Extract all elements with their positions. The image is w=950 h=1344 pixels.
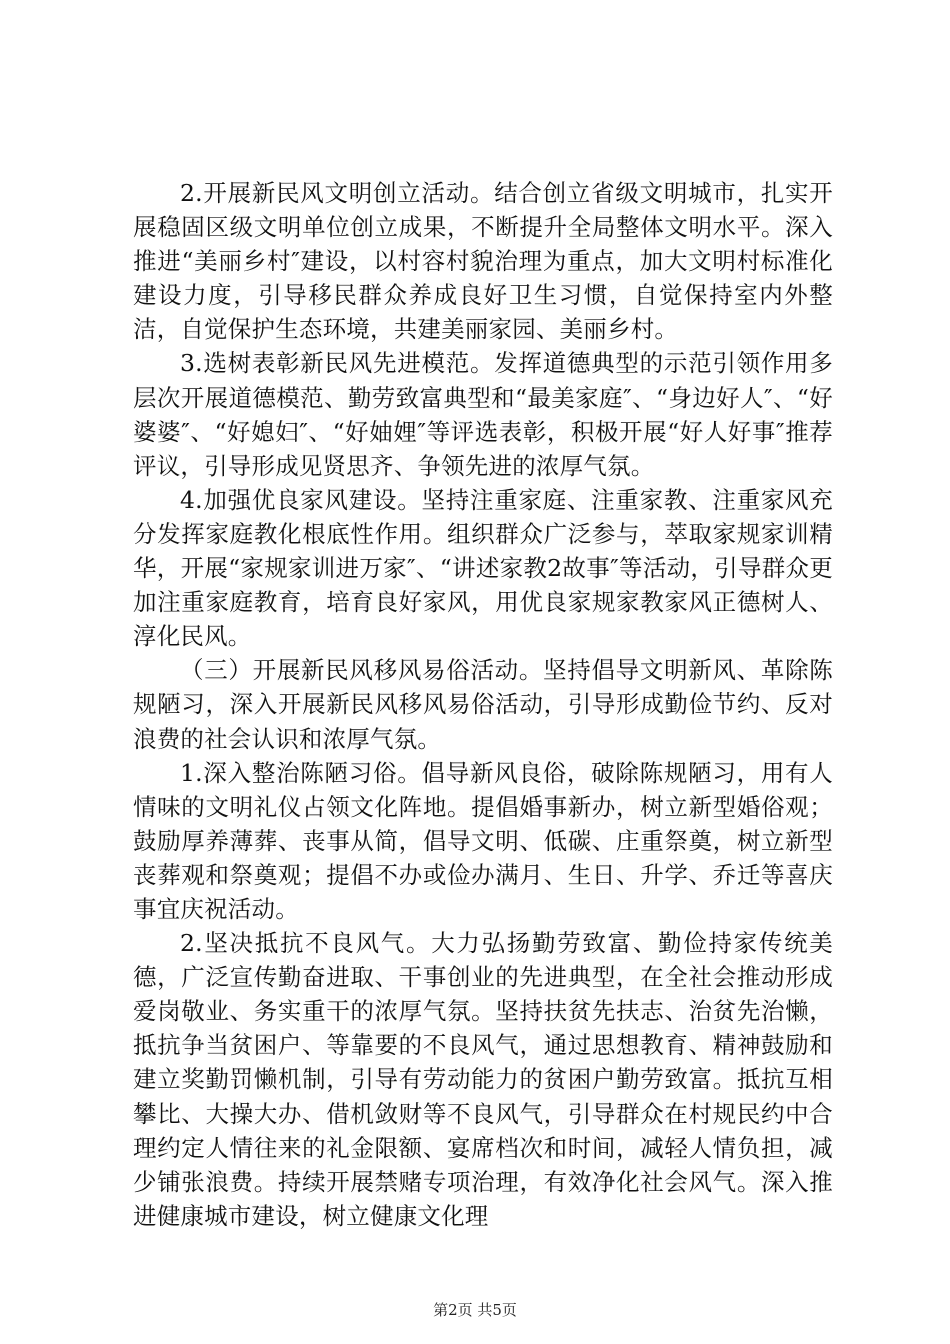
- page-number-footer: 第2页 共5页: [433, 1301, 517, 1319]
- paragraph-family-tradition: 4.加强优良家风建设。坚持注重家庭、注重家教、注重家风充分发挥家庭教化根底性作用。组织群众广泛参与，萃取家规家训精华，开展“家规家训进万家″、“讲述家教2故事″等活动，引导群众更加注重家庭教育，培育良好家风，用优良家规家教家风正德树人、淳化民风。: [133, 485, 833, 651]
- paragraph-model-commendation: 3.选树表彰新民风先进模范。发挥道德典型的示范引领作用多层次开展道德模范、勤劳致富典型和“最美家庭″、“身边好人″、“好婆婆″、“好媳妇″、“好妯娌″等评选表彰，积极开展“好人好事″推荐评议，引导形成见贤思齐、争领先进的浓厚气氛。: [133, 349, 833, 480]
- paragraph-civilization-creation: 2.开展新民风文明创立活动。结合创立省级文明城市，扎实开展稳固区级文明单位创立成果，不断提升全局整体文明水平。深入推进“美丽乡村″建设，以村容村貌治理为重点，加大文明村标准化建设力度，引导移民群众养成良好卫生习惯，自觉保持室内外整洁，自觉保护生态环境，共建美丽家园、美丽乡村。: [133, 179, 833, 344]
- paragraph-section-three-heading: （三）开展新民风移风易俗活动。坚持倡导文明新风、革除陈规陋习，深入开展新民风移风易俗活动，引导形成勤俭节约、反对浪费的社会认识和浓厚气氛。: [133, 656, 833, 753]
- paragraph-resist-bad-practices: 2.坚决抵抗不良风气。大力弘扬勤劳致富、勤俭持家传统美德，广泛宣传勤奋进取、干事创业的先进典型，在全社会推动形成爱岗敬业、务实重干的浓厚气氛。坚持扶贫先扶志、治贫先治懒，抵抗争当贫困户、等靠要的不良风气，通过思想教育、精神鼓励和建立奖勤罚懒机制，引导有劳动能力的贫困户勤劳致富。抵抗互相攀比、大操大办、借机敛财等不良风气，引导群众在村规民约中合理约定人情往来的礼金限额、宴席档次和时间，减轻人情负担，减少铺张浪费。持续开展禁赌专项治理，有效净化社会风气。深入推进健康城市建设，树立健康文化理: [133, 929, 833, 1230]
- paragraph-customs-rectification: 1.深入整治陈陋习俗。倡导新风良俗，破除陈规陋习，用有人情味的文明礼仪占领文化阵地。提倡婚事新办，树立新型婚俗观；鼓励厚养薄葬、丧事从简，倡导文明、低碳、庄重祭奠，树立新型丧葬观和祭奠观；提倡不办或俭办满月、生日、升学、乔迁等喜庆事宜庆祝活动。: [133, 758, 833, 923]
- document-body: [133, 176, 833, 1233]
